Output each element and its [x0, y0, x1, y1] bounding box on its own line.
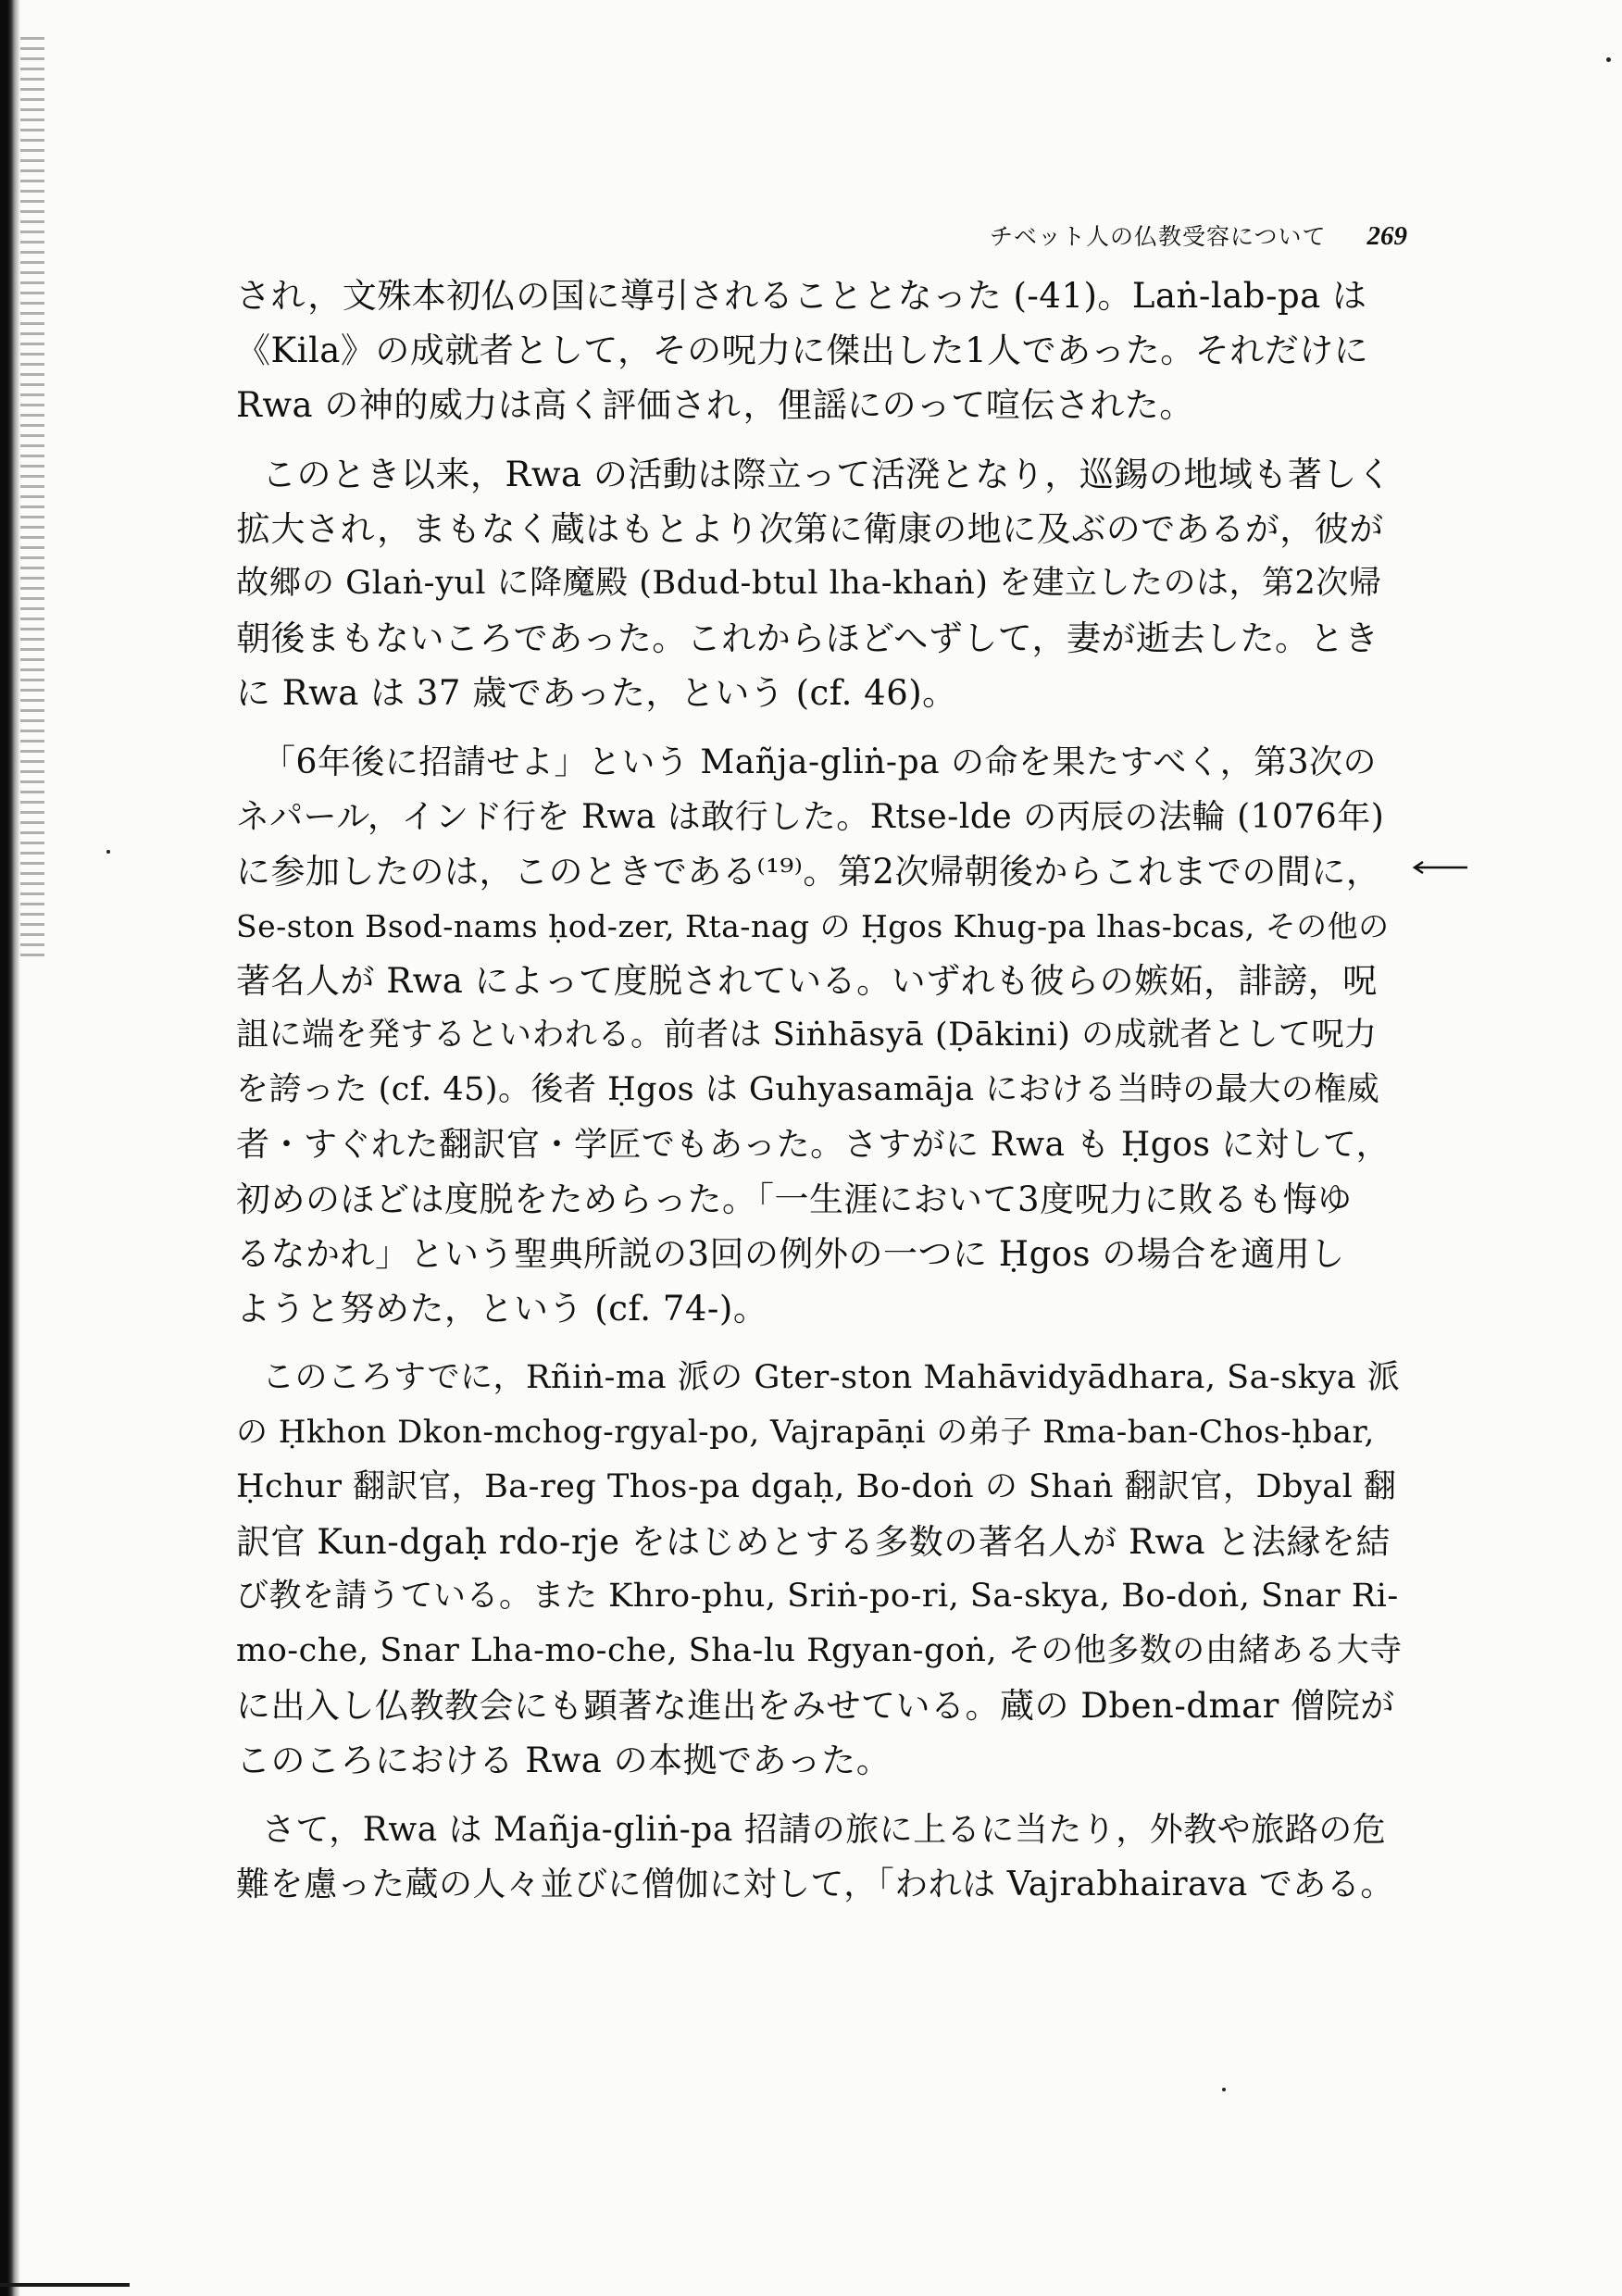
text-line: の Ḥkhon Dkon-mchog-rgyal-po, Vajrapāṇi の弟子 Rma-ban-Chos-ḥbar,	[236, 1414, 1375, 1451]
text-line: このころにおける Rwa の本拠であった。	[236, 1741, 892, 1780]
paragraph	[236, 735, 1404, 1336]
text-line: び教を請うている。また Khro-phu, Sriṅ-po-ri, Sa-skya, Bo-doṅ, Snar Ri-	[236, 1578, 1399, 1615]
paragraph-spacer	[236, 720, 1404, 735]
paragraph-spacer	[236, 1788, 1404, 1803]
scan-speck	[1606, 57, 1611, 62]
paragraph-spacer	[236, 1336, 1404, 1351]
page-number: 269	[1366, 221, 1407, 251]
paragraph	[236, 1351, 1404, 1788]
text-line: 朝後まもないころであった。これからほどへずして，妻が逝去した。とき	[236, 618, 1379, 658]
text-line: に Rwa は 37 歳であった，という (cf. 46)。	[236, 673, 957, 713]
text-line: され，文殊本初仏の国に導引されることとなった (-41)。Laṅ-lab-pa は	[236, 276, 1367, 316]
text-line: Rwa の神的威力は高く評価され，俚謡にのって喧伝された。	[236, 385, 1194, 425]
text-line: を誇った (cf. 45)。後者 Ḥgos は Guhyasamāja における当時の最大の権威	[236, 1071, 1380, 1108]
text-line: mo-che, Snar Lha-mo-che, Sha-lu Rgyan-goṅ, その他多数の由緒ある大寺	[236, 1632, 1403, 1669]
text-line: さて，Rwa は Mañja-gliṅ-pa 招請の旅に上るに当たり，外教や旅路の危	[262, 1811, 1387, 1849]
running-header	[926, 218, 1407, 259]
text-line: 訳官 Kun-dgaḥ rdo-rje をはじめとする多数の著名人が Rwa と法縁を結	[236, 1522, 1391, 1562]
text-line: 拡大され，まもなく蔵はもとより次第に衛康の地に及ぶのであるが，彼が	[236, 509, 1384, 549]
text-line: るなかれ」という聖典所説の3回の例外の一つに Ḥgos の場合を適用し	[236, 1234, 1345, 1274]
paragraph	[236, 447, 1404, 720]
bottom-edge-rule	[0, 2283, 130, 2287]
scan-speck	[1222, 2088, 1226, 2091]
text-line: 著名人が Rwa によって度脱されている。いずれも彼らの嫉妬，誹謗，呪	[236, 961, 1378, 1001]
paragraph	[236, 268, 1404, 432]
text-line: ようと努めた，という (cf. 74-)。	[236, 1289, 768, 1329]
text-line: Ḥchur 翻訳官，Ba-reg Thos-pa dgaḥ, Bo-doṅ の Shaṅ 翻訳官，Dbyal 翻	[236, 1468, 1397, 1505]
paragraph	[236, 1803, 1404, 1912]
text-line: 初めのほどは度脱をためらった。「一生涯において3度呪力に敗るも悔ゆ	[236, 1179, 1353, 1219]
binding-edge-marks	[20, 37, 44, 963]
text-line: 《Kila》の成就者として，その呪力に傑出した1人であった。それだけに	[236, 331, 1369, 370]
text-line: 詛に端を発するといわれる。前者は Siṅhāsyā (Ḍākini) の成就者として呪力	[236, 1017, 1378, 1054]
text-line: に参加したのは，このときである⁽¹⁹⁾。第2次帰朝後からこれまでの間に，	[236, 852, 1381, 892]
text-line: ネパール，インド行を Rwa は敢行した。Rtse-lde の丙辰の法輪 (1076年)	[236, 798, 1385, 836]
text-line: このとき以来，Rwa の活動は際立って活溌となり，巡錫の地域も著しく	[262, 455, 1392, 494]
body-text	[236, 268, 1404, 1912]
text-line: 難を慮った蔵の人々並びに僧伽に対して，「われは Vajrabhairava である。	[236, 1866, 1394, 1903]
text-line: Se-ston Bsod-nams ḥod-zer, Rta-nag の Ḥgos Khug-pa lhas-bcas, その他の	[236, 908, 1390, 944]
text-line: このころすでに，Rñiṅ-ma 派の Gter-ston Mahāvidyādhara, Sa-skya 派	[262, 1359, 1401, 1396]
margin-arrow-icon	[1412, 861, 1469, 874]
text-line: に出入し仏教教会にも顕著な進出をみせている。蔵の Dben-dmar 僧院が	[236, 1686, 1395, 1726]
paragraph-spacer	[236, 432, 1404, 447]
scan-speck	[106, 850, 110, 854]
text-line: 故郷の Glaṅ-yul に降魔殿 (Bdud-btul lha-khaṅ) を建立したのは，第2次帰	[236, 565, 1382, 602]
binding-edge-shadow	[0, 0, 20, 2296]
text-line: 者・すぐれた翻訳官・学匠でもあった。さすがに Rwa も Ḥgos に対して，	[236, 1126, 1391, 1164]
running-title: チベット人の仏教受容について	[989, 223, 1327, 250]
text-line: 「6年後に招請せよ」という Mañja-gliṅ-pa の命を果たすべく，第3次の	[262, 743, 1377, 781]
